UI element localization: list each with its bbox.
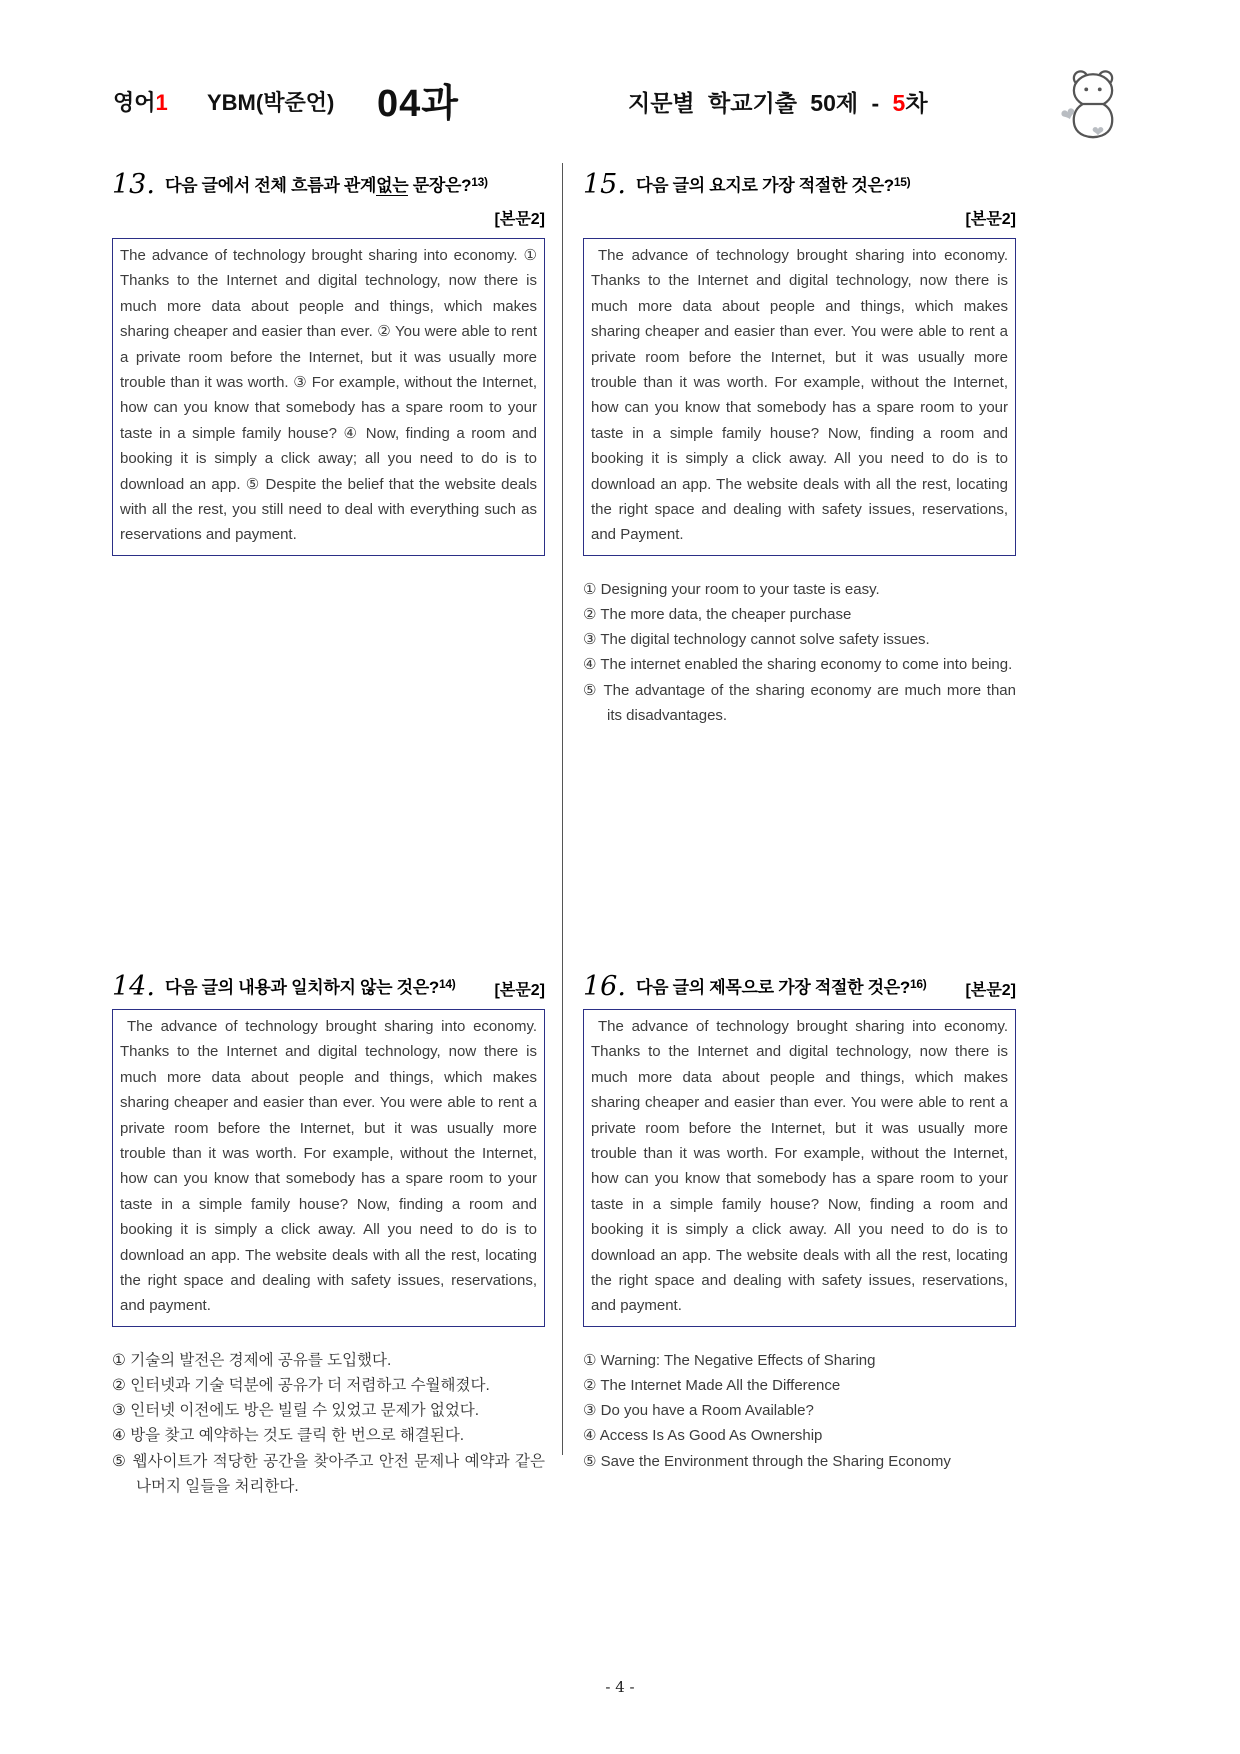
option-3: ③ 인터넷 이전에도 방은 빌릴 수 있었고 문제가 없었다. [112, 1402, 480, 1420]
question-number: 14. [112, 971, 155, 1002]
bear-mascot-icon [1058, 68, 1128, 140]
answer-options [583, 577, 1016, 728]
question-prompt [636, 972, 958, 1000]
question-16 [583, 972, 1016, 1474]
prompt-text: 문장은? [408, 176, 472, 195]
option-3: ③ The digital technology cannot solve safety issues. [583, 631, 930, 649]
question-prompt [165, 170, 545, 198]
source-tag: [본문2] [965, 982, 1016, 999]
passage-box: The advance of technology brought sharing into economy. Thanks to the Internet and digital technology, now there is much more data about people and things, which makes sharing cheaper and easier than ever. You were able to rent a private room before the Internet, but it was usually more trouble than it was worth. For example, without the Internet, how can you know that somebody has a spare room to your taste in a simple family house? Now, finding a room and booking it is simply a click away. All you need to do is to download an app. The website deals with all the rest, locating the right space and dealing with safety issues, reservations, and Payment. [583, 238, 1016, 556]
publisher-label: YBM(박준언) [207, 90, 335, 115]
passage-box: The advance of technology brought sharing into economy. Thanks to the Internet and digital technology, now there is much more data about people and things, which makes sharing cheaper and easier than ever. You were able to rent a private room before the Internet, but it was usually more trouble than it was worth. For example, without the Internet, how can you know that somebody has a spare room to your taste in a simple family house? Now, finding a room and booking it is simply a click away. All you need to do is to download an app. The website deals with all the rest, locating the right space and dealing with safety issues, reservations, and payment. [583, 1009, 1016, 1327]
exam-title [628, 85, 928, 118]
option-4: ④ Access Is As Good As Ownership [583, 1427, 823, 1445]
passage-box: The advance of technology brought sharing into economy. ① Thanks to the Internet and digital technology, now there is much more data about people and things, which makes sharing cheaper and easier than ever. ② You were able to rent a private room before the Internet, but it was usually more trouble than it was worth. ③ For example, without the Internet, how can you know that somebody has a spare room to your taste in a simple family house? ④ Now, finding a room and booking it is simply a click away; all you need to do is to download an app. ⑤ Despite the belief that the website deals with all the rest, you still need to deal with everything such as reservations and payment. [112, 238, 545, 556]
course-name: 영어 [113, 90, 156, 115]
question-prompt [165, 972, 487, 1000]
question-14-heading [112, 972, 545, 1000]
unit-title: 04과 [377, 83, 459, 125]
prompt-text: 다음 글의 제목으로 가장 적절한 것은? [635, 978, 910, 997]
passage-box: The advance of technology brought sharing into economy. Thanks to the Internet and digital technology, now there is much more data about people and things, which makes sharing cheaper and easier than ever. You were able to rent a private room before the Internet, but it was usually more trouble than it was worth. For example, without the Internet, how can you know that somebody has a spare room to your taste in a simple family house? Now, finding a room and booking it is simply a click away. All you need to do is to download an app. The website deals with all the rest, locating the right space and dealing with safety issues, reservations, and payment. [112, 1009, 545, 1327]
footnote-marker: 16) [909, 977, 927, 991]
prompt-text: 다음 글에서 전체 흐름과 관계 [164, 176, 377, 195]
exam-round: 5 [892, 90, 906, 116]
heart-icon: ❤ [1091, 124, 1105, 140]
question-16-heading [583, 972, 1016, 1000]
question-number: 16. [583, 971, 626, 1002]
option-4: ④ The internet enabled the sharing economy to come into being. [583, 656, 1013, 674]
prompt-text: 다음 글의 내용과 일치하지 않는 것은? [164, 978, 439, 997]
option-5: ⑤ Save the Environment through the Sharing Economy [583, 1452, 951, 1470]
option-2: ② The more data, the cheaper purchase [583, 606, 852, 624]
footnote-marker: 14) [438, 977, 456, 991]
page-number: - 4 - [605, 1678, 635, 1696]
source-tag: [본문2] [494, 211, 545, 228]
course-number: 1 [155, 90, 168, 115]
option-5: ⑤ 웹사이트가 적당한 공간을 찾아주고 안전 문제나 예약과 같은 나머지 일들을 처리한다. [112, 1452, 545, 1495]
option-1: ① 기술의 발전은 경제에 공유를 도입했다. [112, 1351, 392, 1369]
option-1: ① Warning: The Negative Effects of Sharing [583, 1351, 876, 1369]
exam-round-suffix: 차 [905, 90, 928, 116]
option-4: ④ 방을 찾고 예약하는 것도 클릭 한 번으로 해결된다. [112, 1427, 465, 1445]
heart-icon: ❤ [1058, 103, 1079, 127]
question-15-heading [583, 170, 1016, 198]
option-1: ① Designing your room to your taste is easy. [583, 580, 880, 598]
exam-title-text: 지문별 학교기출 50제 - [628, 90, 893, 116]
question-15 [583, 170, 1016, 728]
answer-options [112, 1348, 545, 1499]
question-number: 13. [112, 169, 155, 200]
question-14 [112, 972, 545, 1499]
question-number: 15. [583, 169, 626, 200]
prompt-text: 다음 글의 요지로 가장 적절한 것은? [635, 176, 894, 195]
footnote-marker: 13) [471, 175, 488, 189]
option-2: ② 인터넷과 기술 덕분에 공유가 더 저렴하고 수월해졌다. [112, 1377, 490, 1395]
answer-options [583, 1348, 1016, 1474]
option-2: ② The Internet Made All the Difference [583, 1377, 841, 1395]
question-13 [112, 170, 545, 556]
source-tag: [본문2] [494, 982, 545, 999]
footnote-marker: 15) [893, 175, 911, 189]
prompt-underlined-text: 없는 [376, 176, 409, 195]
source-tag: [본문2] [965, 211, 1016, 228]
course-title [113, 86, 168, 117]
question-13-heading [112, 170, 545, 198]
option-5: ⑤ The advantage of the sharing economy are much more than its disadvantages. [583, 681, 1016, 724]
column-divider [562, 163, 563, 1455]
question-prompt [636, 170, 1016, 198]
option-3: ③ Do you have a Room Available? [583, 1402, 814, 1420]
